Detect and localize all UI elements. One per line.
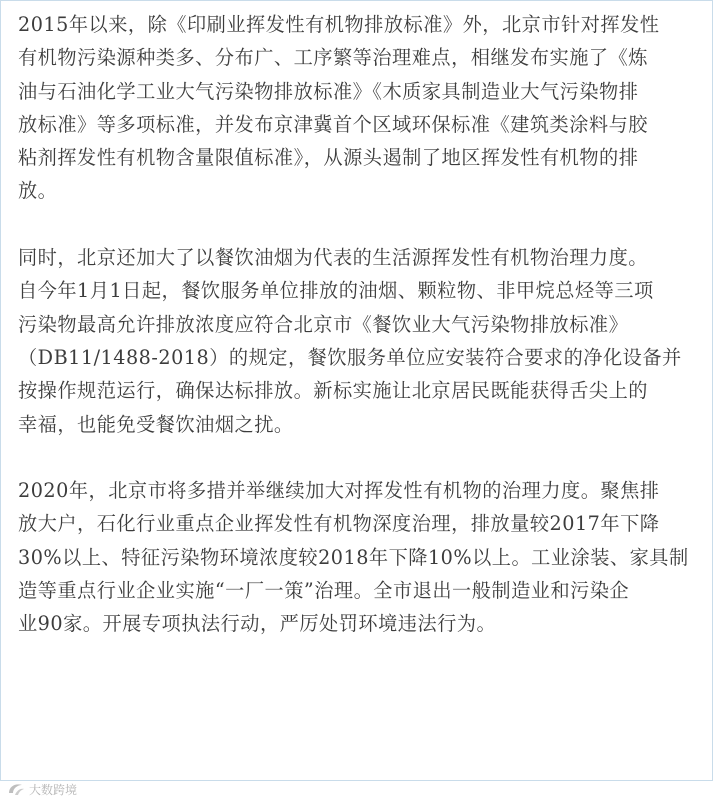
paragraph-line: 2020年，北京市将多措并举继续加大对挥发性有机物的治理力度。聚焦排 — [18, 479, 660, 503]
paragraph-line: 放。 — [18, 179, 58, 203]
article-body — [18, 8, 708, 641]
brand-logo-icon — [6, 781, 26, 797]
paragraph-line: 30%以上、特征污染物环境浓度较2018年下降10%以上。工业涂装、家具制 — [18, 545, 689, 569]
paragraph-2 — [18, 241, 708, 441]
paragraph-line: 油与石油化学工业大气污染物排放标准》《木质家具制造业大气污染物排 — [18, 79, 639, 103]
paragraph-line: 污染物最高允许排放浓度应符合北京市《餐饮业大气污染物排放标准》 — [18, 312, 629, 336]
paragraph-1 — [18, 8, 708, 208]
paragraph-line: 自今年1月1日起，餐饮服务单位排放的油烟、颗粒物、非甲烷总烃等三项 — [18, 279, 654, 303]
paragraph-3 — [18, 474, 708, 640]
paragraph-line: 2015年以来，除《印刷业挥发性有机物排放标准》外，北京市针对挥发性 — [18, 13, 660, 36]
paragraph-line: 同时，北京还加大了以餐饮油烟为代表的生活源挥发性有机物治理力度。 — [18, 246, 648, 270]
paragraph-line: （DB11/1488-2018）的规定，餐饮服务单位应安装符合要求的净化设备并 — [18, 345, 682, 369]
paragraph-line: 放大户，石化行业重点企业挥发性有机物深度治理，排放量较2017年下降 — [18, 512, 660, 536]
paragraph-line: 粘剂挥发性有机物含量限值标准》，从源头遏制了地区挥发性有机物的排 — [18, 146, 639, 170]
paragraph-line: 有机物污染源种类多、分布广、工序繁等治理难点，相继发布实施了《炼 — [18, 46, 648, 70]
paragraph-line: 业90家。开展专项执法行动，严厉处罚环境违法行为。 — [18, 612, 497, 636]
watermark — [6, 779, 77, 799]
paragraph-line: 放标准》等多项标准，并发布京津冀首个区域环保标准《建筑类涂料与胶 — [18, 112, 648, 136]
paragraph-line: 造等重点行业企业实施“一厂一策”治理。全市退出一般制造业和污染企 — [18, 579, 630, 603]
paragraph-line: 幸福，也能免受餐饮油烟之扰。 — [18, 412, 294, 436]
watermark-text: 大数跨境 — [29, 782, 78, 797]
paragraph-line: 按操作规范运行，确保达标排放。新标实施让北京居民既能获得舌尖上的 — [18, 379, 648, 403]
